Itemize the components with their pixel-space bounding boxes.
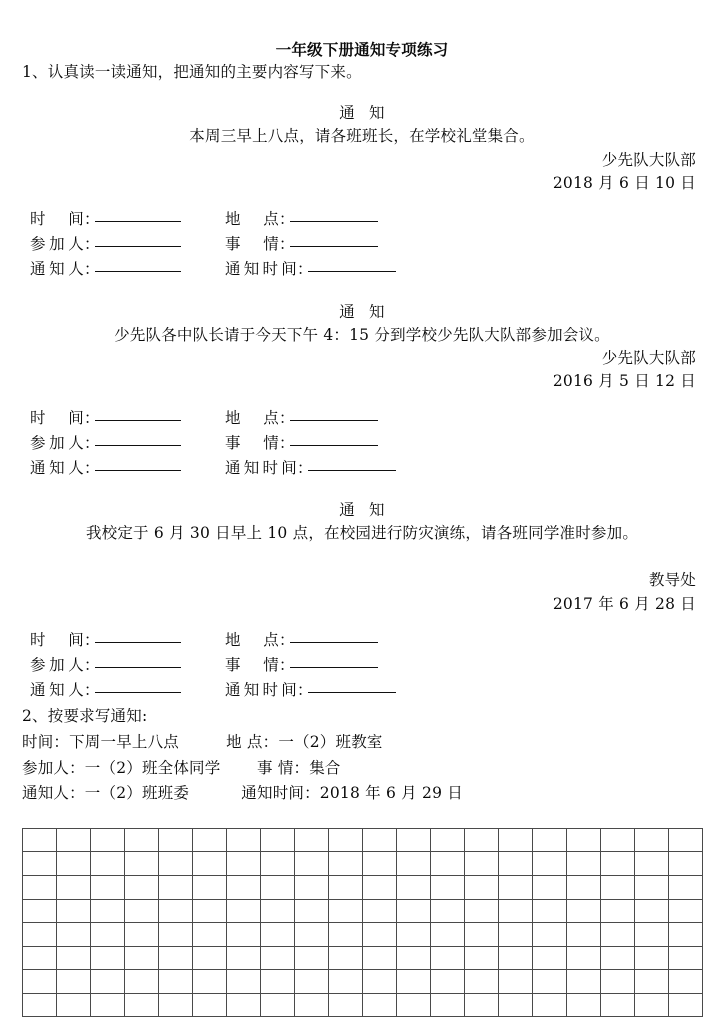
writing-grid-cell[interactable] (669, 875, 703, 899)
writing-grid-cell[interactable] (431, 923, 465, 947)
q2-line-time-place: 时间：下周一早上八点 地 点：一（2）班教室 (22, 733, 383, 752)
writing-grid-cell[interactable] (295, 852, 329, 876)
field-time (30, 406, 225, 431)
writing-grid-body (23, 828, 703, 1017)
writing-grid-cell[interactable] (261, 828, 295, 852)
writing-grid-cell[interactable] (329, 899, 363, 923)
field-matter (225, 232, 378, 257)
field-colon: ： (279, 408, 295, 427)
writing-grid-cell[interactable] (57, 852, 91, 876)
writing-grid-cell[interactable] (567, 828, 601, 852)
writing-grid-cell[interactable] (261, 899, 295, 923)
blank-row (30, 431, 724, 456)
writing-grid-cell[interactable] (57, 970, 91, 994)
writing-grid-cell[interactable] (261, 970, 295, 994)
writing-grid-cell[interactable] (533, 899, 567, 923)
writing-grid-cell[interactable] (669, 852, 703, 876)
field-label-place: 地点 (225, 630, 279, 649)
notice-heading-char-left: 通 (339, 302, 355, 321)
writing-grid-cell[interactable] (635, 828, 669, 852)
writing-grid-cell[interactable] (295, 946, 329, 970)
field-colon: ： (84, 408, 100, 427)
writing-grid-cell[interactable] (363, 993, 397, 1017)
writing-grid-cell[interactable] (567, 899, 601, 923)
question-2-prompt: 2、按要求写通知: (22, 707, 148, 726)
notice-org-2: 少先队大队部 (601, 349, 696, 367)
question-1-prompt: 1、认真读一读通知，把通知的主要内容写下来。 (22, 62, 362, 81)
writing-grid-cell[interactable] (261, 852, 295, 876)
writing-grid-container (0, 828, 724, 1018)
writing-grid-cell[interactable] (635, 970, 669, 994)
field-colon: ： (297, 260, 313, 279)
writing-grid-cell[interactable] (397, 852, 431, 876)
field-place (225, 628, 378, 653)
field-colon: ： (84, 655, 100, 674)
writing-grid-cell[interactable] (499, 875, 533, 899)
writing-grid-cell[interactable] (363, 875, 397, 899)
writing-grid-cell[interactable] (261, 946, 295, 970)
writing-grid-cell[interactable] (23, 875, 57, 899)
writing-grid-cell[interactable] (23, 852, 57, 876)
blank-row (30, 207, 724, 232)
writing-grid-cell[interactable] (227, 970, 261, 994)
notice-block-2 (0, 301, 724, 481)
notice-heading-2 (0, 301, 724, 324)
writing-grid-cell[interactable] (23, 899, 57, 923)
blank-row (30, 456, 724, 481)
writing-grid-cell[interactable] (669, 899, 703, 923)
writing-grid-cell[interactable] (499, 970, 533, 994)
writing-grid-cell[interactable] (431, 970, 465, 994)
writing-grid-cell[interactable] (125, 970, 159, 994)
field-colon: ： (84, 260, 100, 279)
writing-grid-cell[interactable] (601, 923, 635, 947)
notice-org-3: 教导处 (648, 571, 696, 590)
writing-grid-cell[interactable] (295, 899, 329, 923)
notice-heading-char-left: 通 (339, 104, 355, 123)
notice-block-3 (0, 499, 724, 703)
notice-date-2: 2016 月 5 日 12 日 (552, 372, 696, 391)
blank-fields-2 (0, 406, 724, 481)
writing-grid-cell[interactable] (567, 970, 601, 994)
writing-grid-cell[interactable] (567, 875, 601, 899)
blank-row (30, 678, 724, 703)
blank-row (30, 653, 724, 678)
writing-grid-cell[interactable] (193, 993, 227, 1017)
writing-grid-cell[interactable] (635, 875, 669, 899)
field-notifier (30, 678, 225, 703)
writing-grid-cell[interactable] (23, 923, 57, 947)
field-participants (30, 232, 225, 257)
writing-grid-cell[interactable] (533, 875, 567, 899)
writing-grid-row (23, 875, 703, 899)
writing-grid-cell[interactable] (193, 946, 227, 970)
field-colon: ： (297, 458, 313, 477)
writing-grid-cell[interactable] (397, 946, 431, 970)
writing-grid-cell[interactable] (329, 828, 363, 852)
writing-grid-cell[interactable] (159, 923, 193, 947)
writing-grid-cell[interactable] (669, 993, 703, 1017)
writing-grid-cell[interactable] (363, 828, 397, 852)
writing-grid-cell[interactable] (533, 993, 567, 1017)
field-colon: ： (279, 630, 295, 649)
field-colon: ： (84, 235, 100, 254)
field-colon: ： (279, 210, 295, 229)
writing-grid-cell[interactable] (125, 852, 159, 876)
writing-grid-cell[interactable] (125, 875, 159, 899)
writing-grid-cell[interactable] (125, 828, 159, 852)
field-blank-place[interactable] (290, 642, 378, 643)
writing-grid-cell[interactable] (363, 946, 397, 970)
writing-grid-cell[interactable] (397, 828, 431, 852)
notice-body-2: 少先队各中队长请于今天下午 4：15 分到学校少先队大队部参加会议。 (114, 325, 610, 344)
field-label-matter: 事情 (225, 235, 279, 254)
writing-grid-cell[interactable] (227, 946, 261, 970)
writing-grid-cell[interactable] (227, 923, 261, 947)
writing-grid-cell[interactable] (533, 970, 567, 994)
writing-grid-cell[interactable] (363, 923, 397, 947)
writing-grid-cell[interactable] (465, 923, 499, 947)
field-label-matter: 事情 (225, 433, 279, 452)
notice-signature-3 (0, 569, 724, 616)
writing-grid-cell[interactable] (295, 923, 329, 947)
question-2-given-info (0, 730, 724, 805)
blank-fields-3 (0, 628, 724, 703)
writing-grid-cell[interactable] (295, 970, 329, 994)
notice-body-3: 我校定于 6 月 30 日早上 10 点，在校园进行防灾演练，请各班同学准时参加。 (85, 524, 639, 543)
writing-grid-cell[interactable] (23, 828, 57, 852)
field-time (30, 207, 225, 232)
writing-grid-cell[interactable] (431, 875, 465, 899)
writing-grid-cell[interactable] (125, 993, 159, 1017)
writing-grid-cell[interactable] (465, 946, 499, 970)
writing-grid-cell[interactable] (227, 828, 261, 852)
writing-grid-cell[interactable] (465, 852, 499, 876)
notice-date-3: 2017 年 6 月 28 日 (552, 594, 696, 613)
writing-grid-cell[interactable] (261, 923, 295, 947)
writing-grid-cell[interactable] (567, 852, 601, 876)
notice-heading-3 (0, 499, 724, 522)
notice-org-1: 少先队大队部 (601, 150, 696, 169)
writing-grid-cell[interactable] (295, 828, 329, 852)
writing-grid-cell[interactable] (465, 875, 499, 899)
field-matter (225, 653, 378, 678)
writing-grid-cell[interactable] (23, 993, 57, 1017)
writing-grid-cell[interactable] (533, 923, 567, 947)
field-label-matter: 事情 (225, 655, 279, 674)
field-blank-time[interactable] (95, 642, 181, 643)
writing-grid-cell[interactable] (227, 899, 261, 923)
writing-grid-cell[interactable] (669, 923, 703, 947)
writing-grid-cell[interactable] (431, 828, 465, 852)
writing-grid-cell[interactable] (397, 899, 431, 923)
writing-grid-cell[interactable] (329, 970, 363, 994)
notice-heading-char-left: 通 (339, 500, 355, 519)
blank-row (30, 232, 724, 257)
field-label-participants: 参加人 (30, 235, 84, 254)
writing-grid-cell[interactable] (363, 970, 397, 994)
writing-grid-row (23, 923, 703, 947)
field-blank-place[interactable] (290, 221, 378, 222)
writing-grid-cell[interactable] (193, 899, 227, 923)
writing-grid-cell[interactable] (125, 899, 159, 923)
writing-grid-cell[interactable] (499, 899, 533, 923)
writing-grid-cell[interactable] (465, 828, 499, 852)
field-blank-notifier[interactable] (95, 271, 181, 272)
writing-grid-cell[interactable] (601, 875, 635, 899)
writing-grid-cell[interactable] (193, 875, 227, 899)
blank-row (30, 628, 724, 653)
writing-grid-cell[interactable] (431, 899, 465, 923)
writing-grid-cell[interactable] (601, 946, 635, 970)
writing-grid-cell[interactable] (499, 828, 533, 852)
writing-grid-cell[interactable] (533, 828, 567, 852)
field-label-participants: 参加人 (30, 655, 84, 674)
page-title: 一年级下册通知专项练习 (275, 40, 449, 59)
field-colon: ： (84, 433, 100, 452)
field-colon: ： (297, 681, 313, 700)
field-blank-matter[interactable] (290, 445, 378, 446)
field-notify-time (225, 678, 396, 703)
field-blank-matter[interactable] (290, 667, 378, 668)
field-label-place: 地点 (225, 210, 279, 229)
writing-grid-cell[interactable] (193, 828, 227, 852)
writing-grid-cell[interactable] (329, 993, 363, 1017)
writing-grid-cell[interactable] (23, 946, 57, 970)
writing-grid-cell[interactable] (397, 970, 431, 994)
writing-grid[interactable] (22, 828, 703, 1018)
writing-grid-cell[interactable] (261, 993, 295, 1017)
field-blank-matter[interactable] (290, 246, 378, 247)
writing-grid-cell[interactable] (91, 970, 125, 994)
writing-grid-cell[interactable] (635, 899, 669, 923)
field-blank-participants[interactable] (95, 667, 181, 668)
writing-grid-cell[interactable] (669, 946, 703, 970)
field-notifier (30, 257, 225, 282)
writing-grid-cell[interactable] (159, 899, 193, 923)
writing-grid-row (23, 970, 703, 994)
writing-grid-cell[interactable] (499, 993, 533, 1017)
writing-grid-cell[interactable] (329, 946, 363, 970)
field-label-time: 时间 (30, 210, 84, 229)
field-colon: ： (279, 655, 295, 674)
writing-grid-cell[interactable] (329, 875, 363, 899)
writing-grid-cell[interactable] (601, 899, 635, 923)
notice-body-1: 本周三早上八点，请各班班长，在学校礼堂集合。 (189, 127, 535, 146)
notice-signature-2 (0, 347, 724, 394)
writing-grid-cell[interactable] (465, 993, 499, 1017)
writing-grid-cell[interactable] (431, 993, 465, 1017)
writing-grid-cell[interactable] (499, 946, 533, 970)
writing-grid-row (23, 828, 703, 852)
notice-heading-char-right: 知 (369, 104, 385, 123)
writing-grid-cell[interactable] (125, 946, 159, 970)
field-label-place: 地点 (225, 408, 279, 427)
field-participants (30, 653, 225, 678)
notice-heading-1 (0, 102, 724, 125)
writing-grid-cell[interactable] (465, 970, 499, 994)
writing-grid-cell[interactable] (635, 946, 669, 970)
writing-grid-cell[interactable] (91, 875, 125, 899)
field-notify-time (225, 456, 396, 481)
field-blank-participants[interactable] (95, 445, 181, 446)
writing-grid-cell[interactable] (227, 993, 261, 1017)
field-blank-notifier[interactable] (95, 692, 181, 693)
writing-grid-cell[interactable] (23, 970, 57, 994)
field-colon: ： (279, 235, 295, 254)
writing-grid-cell[interactable] (159, 875, 193, 899)
writing-grid-cell[interactable] (669, 970, 703, 994)
blank-fields-1 (0, 207, 724, 282)
writing-grid-cell[interactable] (635, 993, 669, 1017)
writing-grid-cell[interactable] (57, 828, 91, 852)
writing-grid-cell[interactable] (125, 923, 159, 947)
field-label-notifier: 通知人 (30, 260, 84, 279)
writing-grid-cell[interactable] (57, 946, 91, 970)
writing-grid-row (23, 946, 703, 970)
field-notifier (30, 456, 225, 481)
writing-grid-cell[interactable] (363, 852, 397, 876)
field-notify-time (225, 257, 396, 282)
writing-grid-cell[interactable] (261, 875, 295, 899)
writing-grid-cell[interactable] (57, 923, 91, 947)
field-colon: ： (84, 681, 100, 700)
writing-grid-cell[interactable] (91, 899, 125, 923)
writing-grid-cell[interactable] (465, 899, 499, 923)
writing-grid-cell[interactable] (193, 970, 227, 994)
field-colon: ： (279, 433, 295, 452)
writing-grid-cell[interactable] (601, 828, 635, 852)
writing-grid-cell[interactable] (329, 923, 363, 947)
field-blank-time[interactable] (95, 420, 181, 421)
writing-grid-cell[interactable] (193, 923, 227, 947)
field-matter (225, 431, 378, 456)
writing-grid-cell[interactable] (91, 993, 125, 1017)
writing-grid-cell[interactable] (193, 852, 227, 876)
q2-line-participants-matter: 参加人：一（2）班全体同学 事 情：集合 (22, 758, 341, 777)
field-colon: ： (84, 210, 100, 229)
writing-grid-cell[interactable] (227, 852, 261, 876)
field-label-notify-time: 通知时间 (225, 260, 297, 279)
writing-grid-cell[interactable] (295, 875, 329, 899)
field-blank-notify-time[interactable] (308, 470, 396, 471)
writing-grid-cell[interactable] (159, 852, 193, 876)
q2-line-notifier-notifytime: 通知人：一（2）班班委 通知时间：2018 年 6 月 29 日 (22, 783, 463, 802)
field-colon: ： (84, 630, 100, 649)
field-blank-participants[interactable] (95, 246, 181, 247)
writing-grid-row (23, 852, 703, 876)
writing-grid-cell[interactable] (91, 828, 125, 852)
writing-grid-cell[interactable] (159, 993, 193, 1017)
writing-grid-cell[interactable] (295, 993, 329, 1017)
field-colon: ： (84, 458, 100, 477)
writing-grid-cell[interactable] (397, 993, 431, 1017)
writing-grid-cell[interactable] (567, 923, 601, 947)
writing-grid-row (23, 899, 703, 923)
notice-heading-char-right: 知 (369, 302, 385, 321)
writing-grid-cell[interactable] (91, 946, 125, 970)
writing-grid-cell[interactable] (159, 970, 193, 994)
writing-grid-cell[interactable] (397, 875, 431, 899)
writing-grid-cell[interactable] (533, 946, 567, 970)
field-label-notifier: 通知人 (30, 681, 84, 700)
writing-grid-cell[interactable] (499, 852, 533, 876)
writing-grid-cell[interactable] (91, 923, 125, 947)
field-label-time: 时间 (30, 630, 84, 649)
writing-grid-cell[interactable] (635, 923, 669, 947)
writing-grid-cell[interactable] (601, 970, 635, 994)
writing-grid-cell[interactable] (397, 923, 431, 947)
blank-row (30, 406, 724, 431)
notice-heading-char-right: 知 (369, 500, 385, 519)
field-place (225, 207, 378, 232)
field-blank-notify-time[interactable] (308, 692, 396, 693)
writing-grid-cell[interactable] (567, 946, 601, 970)
writing-grid-cell[interactable] (159, 828, 193, 852)
writing-grid-cell[interactable] (363, 899, 397, 923)
field-label-time: 时间 (30, 408, 84, 427)
notice-signature-1 (0, 149, 724, 196)
field-blank-notify-time[interactable] (308, 271, 396, 272)
blank-row (30, 257, 724, 282)
writing-grid-cell[interactable] (669, 828, 703, 852)
notice-block-1 (0, 102, 724, 282)
field-blank-place[interactable] (290, 420, 378, 421)
field-label-notifier: 通知人 (30, 458, 84, 477)
field-participants (30, 431, 225, 456)
writing-grid-cell[interactable] (533, 852, 567, 876)
writing-grid-cell[interactable] (601, 993, 635, 1017)
writing-grid-cell[interactable] (431, 852, 465, 876)
field-label-participants: 参加人 (30, 433, 84, 452)
writing-grid-cell[interactable] (329, 852, 363, 876)
notice-date-1: 2018 月 6 日 10 日 (552, 173, 696, 192)
field-place (225, 406, 378, 431)
writing-grid-cell[interactable] (91, 852, 125, 876)
writing-grid-cell[interactable] (159, 946, 193, 970)
field-blank-notifier[interactable] (95, 470, 181, 471)
writing-grid-cell[interactable] (57, 993, 91, 1017)
field-time (30, 628, 225, 653)
field-label-notify-time: 通知时间 (225, 458, 297, 477)
writing-grid-row (23, 993, 703, 1017)
writing-grid-cell[interactable] (635, 852, 669, 876)
field-blank-time[interactable] (95, 221, 181, 222)
writing-grid-cell[interactable] (601, 852, 635, 876)
writing-grid-cell[interactable] (567, 993, 601, 1017)
writing-grid-cell[interactable] (499, 923, 533, 947)
writing-grid-cell[interactable] (431, 946, 465, 970)
writing-grid-cell[interactable] (57, 875, 91, 899)
field-label-notify-time: 通知时间 (225, 681, 297, 700)
writing-grid-cell[interactable] (227, 875, 261, 899)
writing-grid-cell[interactable] (57, 899, 91, 923)
